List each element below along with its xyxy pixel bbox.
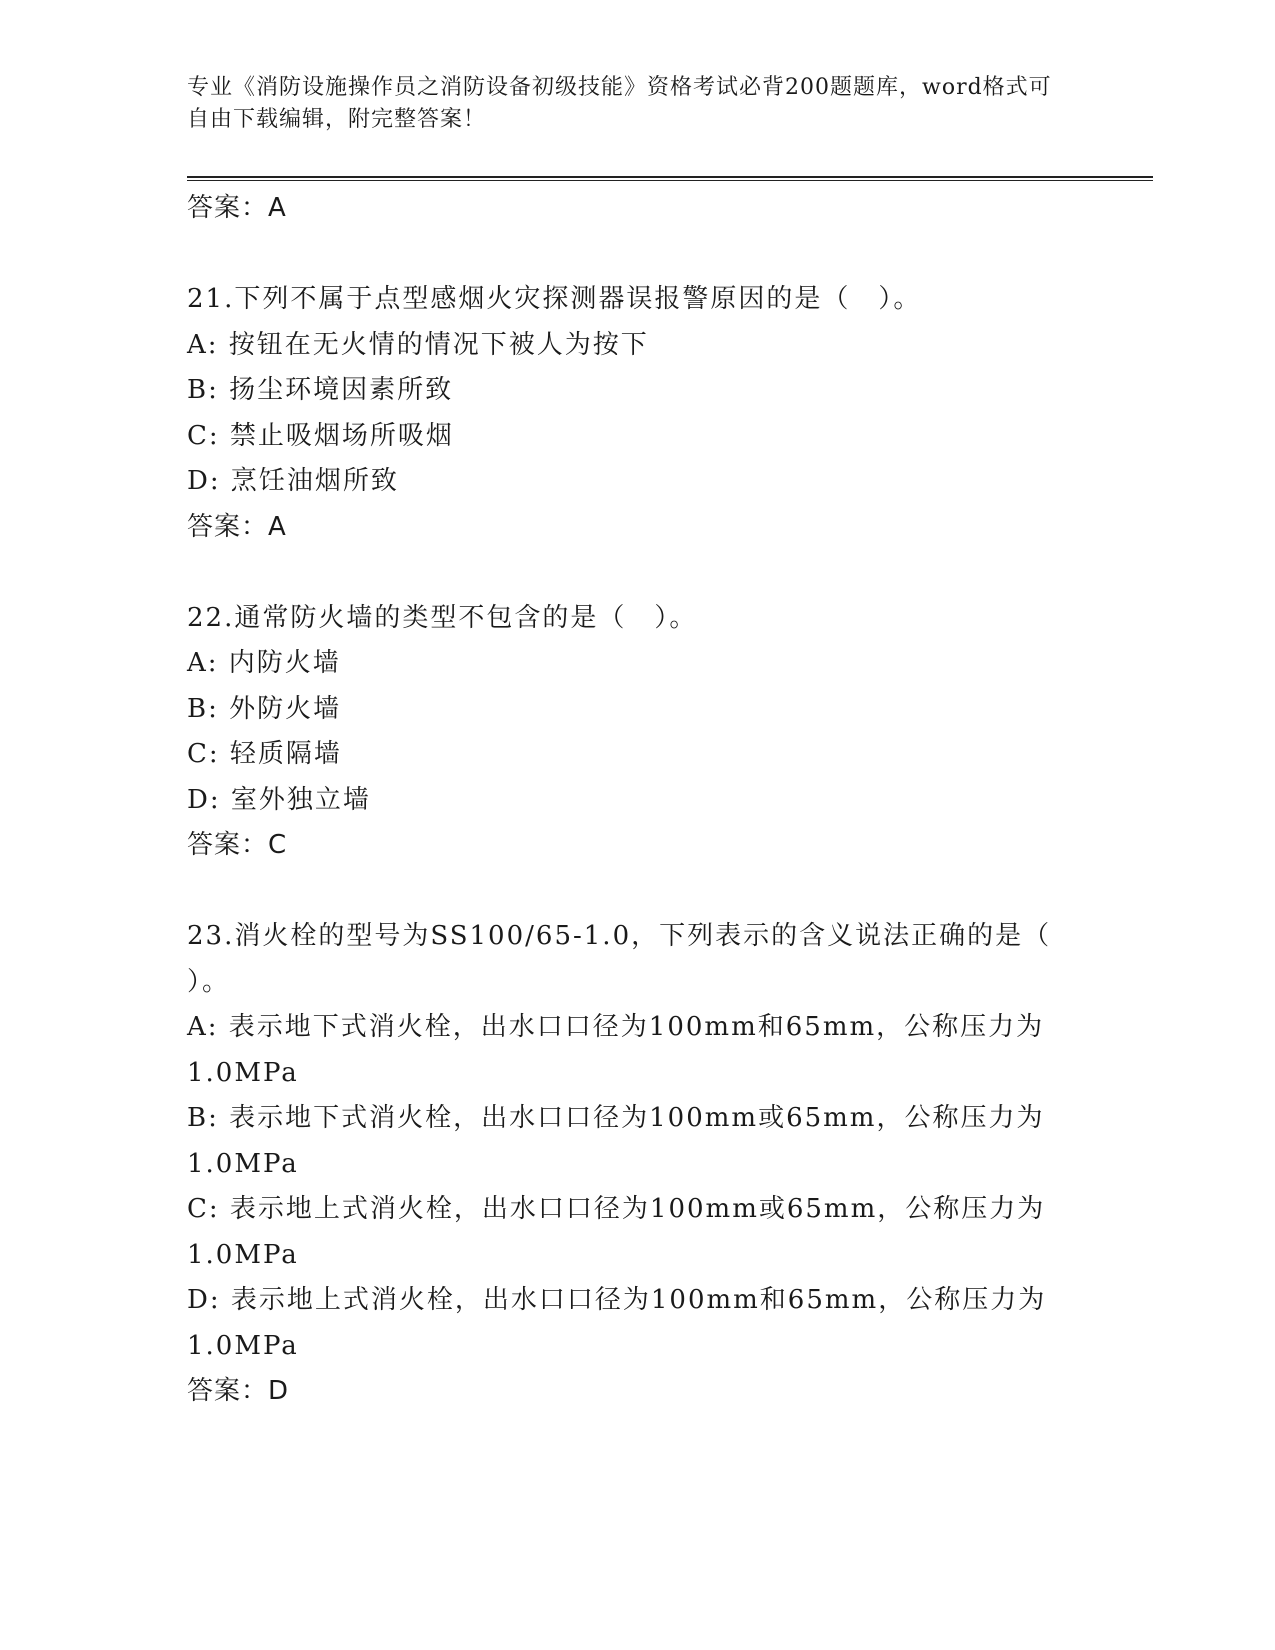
option-d: D: 表示地上式消火栓，出水口口径为100mm和65mm，公称压力为 [187, 1285, 1047, 1315]
option-b: B: 扬尘环境因素所致 [187, 375, 454, 405]
option-a: A: 按钮在无火情的情况下被人为按下 [187, 329, 649, 360]
answer: 答案：C [187, 830, 288, 860]
option-c: C: 表示地上式消火栓，出水口口径为100mm或65mm，公称压力为 [187, 1194, 1046, 1224]
option-a-continued: 1.0MPa [187, 1057, 299, 1088]
option-a: A: 内防火墙 [187, 648, 341, 678]
option-c: C: 轻质隔墙 [187, 739, 342, 769]
option-c-continued: 1.0MPa [187, 1239, 299, 1270]
spacer [187, 550, 1087, 596]
question-stem: 21.下列不属于点型感烟火灾探测器误报警原因的是（ ）。 [187, 284, 922, 314]
question-stem-continued: ）。 [187, 966, 231, 997]
option-d-continued: 1.0MPa [187, 1330, 299, 1361]
spacer [187, 869, 1087, 915]
question-list [187, 186, 1087, 1415]
option-b-continued: 1.0MPa [187, 1148, 299, 1179]
option-c: C: 禁止吸烟场所吸烟 [187, 420, 454, 451]
option-a: A: 表示地下式消火栓，出水口口径为100mm和65mm，公称压力为 [187, 1012, 1045, 1042]
question-22 [187, 596, 1087, 869]
page-header: 专业《消防设施操作员之消防设备初级技能》资格考试必背200题题库，word格式可自由下载编辑，附完整答案！ [187, 75, 1052, 132]
spacer [187, 232, 1087, 278]
answer: 答案：A [187, 511, 287, 542]
option-d: D: 烹饪油烟所致 [187, 466, 399, 496]
question-stem: 22.通常防火墙的类型不包含的是（ ）。 [187, 602, 698, 633]
option-b: B: 表示地下式消火栓，出水口口径为100mm或65mm，公称压力为 [187, 1103, 1045, 1133]
previous-answer: 答案：A [187, 193, 287, 223]
option-d: D: 室外独立墙 [187, 784, 371, 815]
question-stem: 23.消火栓的型号为SS100/65-1.0，下列表示的含义说法正确的是（ [187, 921, 1052, 951]
header-divider [187, 176, 1153, 181]
answer: 答案：D [187, 1376, 290, 1406]
question-21 [187, 277, 1087, 550]
option-b: B: 外防火墙 [187, 693, 342, 724]
question-23 [187, 914, 1087, 1415]
